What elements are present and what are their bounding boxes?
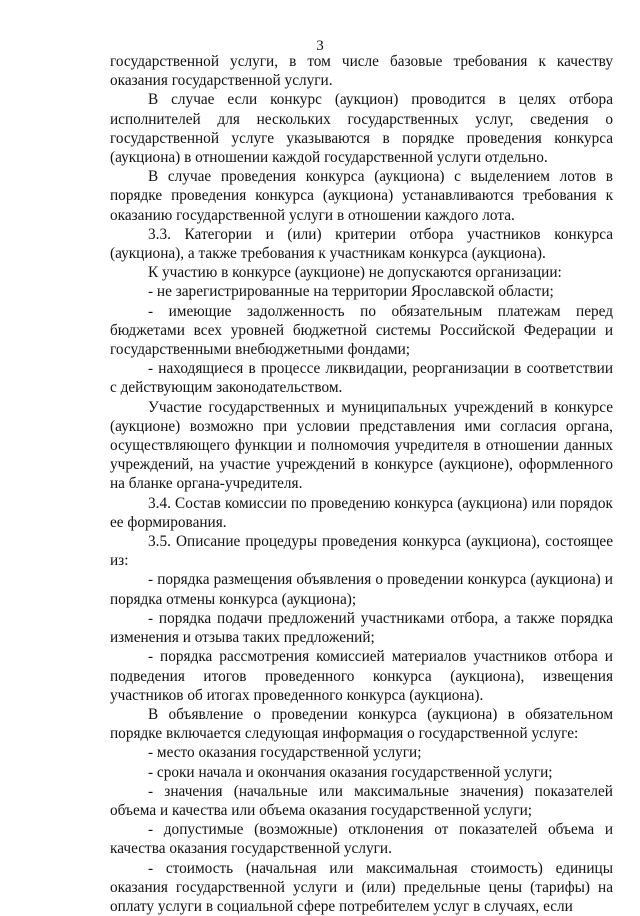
- list-item: - порядка рассмотрения комиссией материалов участников отбора и подведения итогов проведенного конкурса (аукциона), извещения участников об итогах проведенного конкурса (аукциона).: [110, 648, 613, 704]
- list-item: - порядка размещения объявления о проведении конкурса (аукциона) и порядка отмены конкурса (аукциона);: [110, 571, 613, 608]
- paragraph: К участию в конкурсе (аукционе) не допускаются организации:: [148, 264, 562, 282]
- section-heading-3-3: 3.3. Категории и (или) критерии отбора участников конкурса (аукциона), а также требования к участникам конкурса (аукциона).: [110, 225, 613, 263]
- page-number: 3: [316, 38, 324, 54]
- list-item: - сроки начала и окончания оказания государственной услуги;: [148, 763, 553, 781]
- paragraph: В случае проведения конкурса (аукциона) с выделением лотов в порядке проведения конкурса (аукциона) устанавливаются требования к оказанию государственной услуги в отношении каждого лота.: [110, 168, 613, 224]
- section-heading-3-5: 3.5. Описание процедуры проведения конкурса (аукциона), состоящее из:: [110, 533, 613, 570]
- list-item: - находящиеся в процессе ликвидации, реорганизации в соответствии с действующим законодательством.: [110, 360, 613, 397]
- list-item: - стоимость (начальная или максимальная стоимость) единицы оказания государственной услуги и (или) предельные цены (тарифы) на оплату услуги в социальной сфере потребителем услуг в случаях, если: [110, 859, 613, 915]
- paragraph: государственной услуги, в том числе базовые требования к качеству оказания государственной услуги.: [110, 53, 613, 90]
- list-item: - допустимые (возможные) отклонения от показателей объема и качества оказания государственной услуги.: [110, 821, 613, 858]
- paragraph: Участие государственных и муниципальных учреждений в конкурсе (аукционе) возможно при условии представления ими согласия органа, осуществляющего функции и полномочия учредителя в отношении данных учреждений, на участие учреждений в конкурсе (аукционе), оформленного на бланке органа-учредителя.: [110, 398, 613, 493]
- list-item: - не зарегистрированные на территории Ярославской области;: [148, 283, 554, 301]
- paragraph: В объявление о проведении конкурса (аукциона) в обязательном порядке включается следующая информация о государственной услуге:: [110, 705, 613, 743]
- paragraph: В случае если конкурс (аукцион) проводится в целях отбора исполнителей для нескольких государственных услуг, сведения о государственной услуге указываются в порядке проведения конкурса (аукциона) в отношении каждой государственной услуги отдельно.: [110, 91, 613, 167]
- list-item: - имеющие задолженность по обязательным платежам перед бюджетами всех уровней бюджетной системы Российской Федерации и государственными внебюджетными фондами;: [110, 302, 613, 359]
- list-item: - порядка подачи предложений участниками отбора, а также порядка изменения и отзыва таких предложений;: [110, 609, 613, 647]
- list-item: - значения (начальные или максимальные значения) показателей объема и качества или объема оказания государственной услуги;: [110, 782, 613, 819]
- document-body: [110, 52, 613, 916]
- section-heading-3-4: 3.4. Состав комиссии по проведению конкурса (аукциона) или порядок ее формирования.: [110, 494, 613, 531]
- list-item: - место оказания государственной услуги;: [148, 744, 422, 762]
